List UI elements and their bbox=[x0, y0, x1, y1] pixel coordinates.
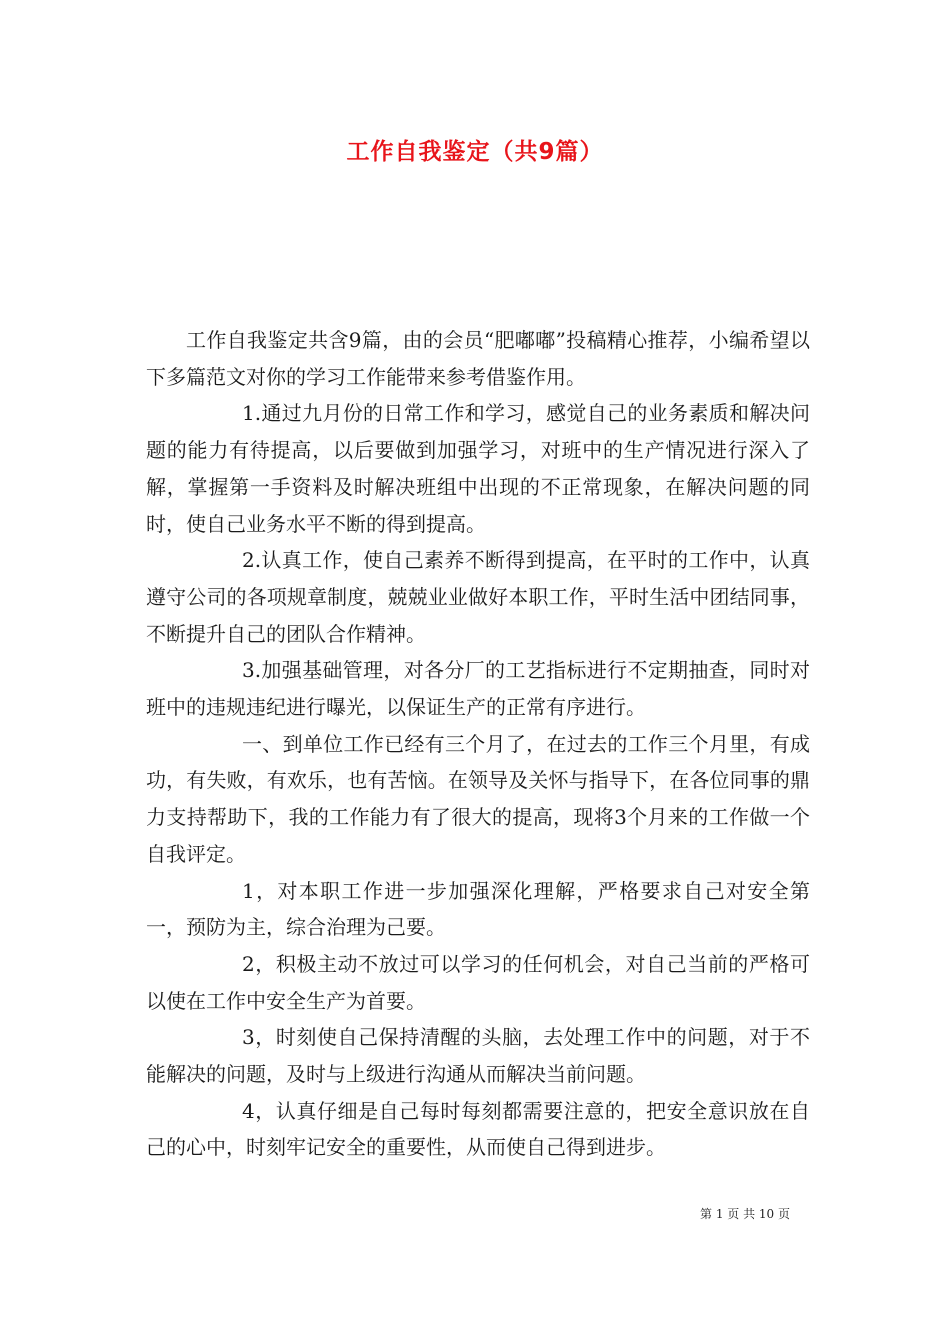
paragraph-section-one: 一、到单位工作已经有三个月了，在过去的工作三个月里，有成功，有失败，有欢乐，也有苦恼。在领导及关怀与指导下，在各位同事的鼎力支持帮助下，我的工作能力有了很大的提高，现将3个月来的工作做一个自我评定。 bbox=[146, 731, 810, 866]
document-body bbox=[146, 322, 810, 1166]
paragraph-point-2: 2，积极主动不放过可以学习的任何机会，对自己当前的严格可以使在工作中安全生产为首要。 bbox=[146, 951, 810, 1013]
page-footer: 第 1 页 共 10 页 bbox=[700, 1207, 790, 1221]
paragraph-point-4: 4，认真仔细是自己每时每刻都需要注意的，把安全意识放在自己的心中，时刻牢记安全的重要性，从而使自己得到进步。 bbox=[146, 1098, 810, 1160]
paragraph-point-3: 3，时刻使自己保持清醒的头脑，去处理工作中的问题，对于不能解决的问题，及时与上级进行沟通从而解决当前问题。 bbox=[146, 1025, 810, 1087]
paragraph-item-3: 3.加强基础管理，对各分厂的工艺指标进行不定期抽查，同时对班中的违规违纪进行曝光，以保证生产的正常有序进行。 bbox=[146, 658, 810, 720]
document-title: 工作自我鉴定（共9篇） bbox=[346, 139, 604, 165]
paragraph-item-2: 2.认真工作，使自己素养不断得到提高，在平时的工作中，认真遵守公司的各项规章制度，兢兢业业做好本职工作，平时生活中团结同事，不断提升自己的团队合作精神。 bbox=[146, 548, 810, 646]
paragraph-point-1: 1，对本职工作进一步加强深化理解，严格要求自己对安全第一，预防为主，综合治理为己要。 bbox=[146, 878, 810, 940]
paragraph-item-1: 1.通过九月份的日常工作和学习，感觉自己的业务素质和解决问题的能力有待提高，以后要做到加强学习，对班中的生产情况进行深入了解，掌握第一手资料及时解决班组中出现的不正常现象，在解决问题的同时，使自己业务水平不断的得到提高。 bbox=[146, 401, 810, 536]
intro-paragraph: 工作自我鉴定共含9篇，由的会员“肥嘟嘟”投稿精心推荐，小编希望以下多篇范文对你的学习工作能带来参考借鉴作用。 bbox=[146, 328, 810, 389]
